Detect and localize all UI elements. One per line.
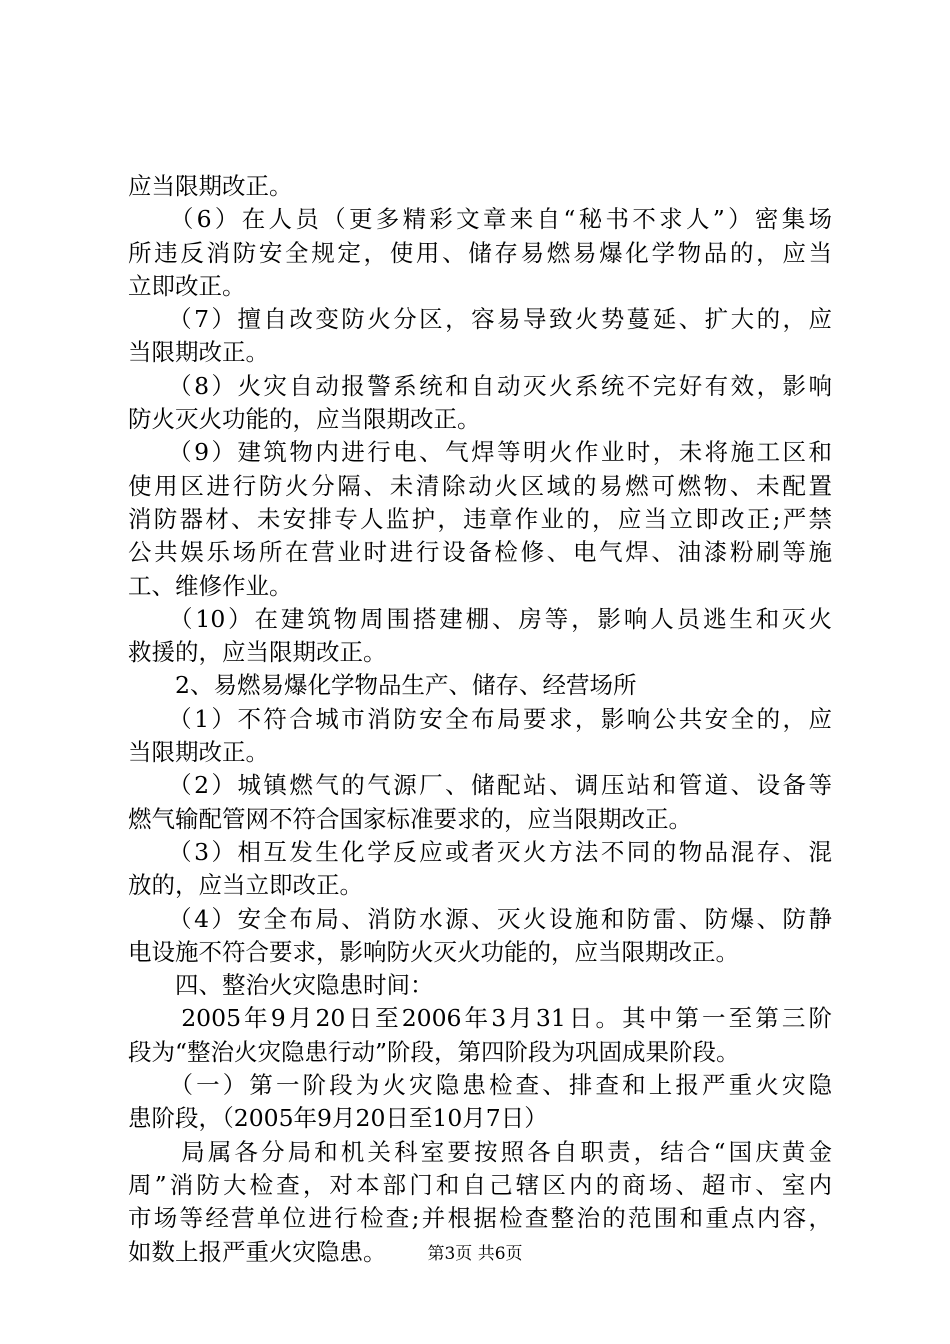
text-line: 立即改正。 (128, 271, 246, 300)
text-line: 段为“整治火灾隐患行动”阶段，第四阶段为巩固成果阶段。 (128, 1037, 740, 1066)
text-line: 2005年9月20日至2006年3月31日。其中第一至第三阶 (128, 1004, 832, 1033)
text-line: 周”消防大检查，对本部门和自己辖区内的商场、超市、室内 (128, 1170, 832, 1199)
text-line: 所违反消防安全规定，使用、储存易燃易爆化学物品的，应当 (128, 238, 832, 267)
text-line: 市场等经营单位进行检查;并根据检查整治的范围和重点内容， (128, 1204, 832, 1233)
text-line: 防火灭火功能的，应当限期改正。 (128, 405, 481, 434)
text-line: 电设施不符合要求，影响防火灭火功能的，应当限期改正。 (128, 937, 739, 966)
text-line: （8）火灾自动报警系统和自动灭火系统不完好有效，影响 (128, 371, 832, 400)
text-line: （4）安全布局、消防水源、灭火设施和防雷、防爆、防静 (128, 904, 832, 933)
text-line: 使用区进行防火分隔、未清除动火区域的易燃可燃物、未配置 (128, 471, 832, 500)
page-number-footer: 第3页 共6页 (427, 1244, 523, 1264)
text-line: 患阶段，（2005年9月20日至10月7日） (128, 1104, 548, 1133)
text-line: （6）在人员（更多精彩文章来自“秘书不求人”）密集场 (128, 205, 832, 234)
text-line: （7）擅自改变防火分区，容易导致火势蔓延、扩大的，应 (128, 305, 832, 334)
text-line: 当限期改正。 (128, 338, 269, 367)
text-line: 公共娱乐场所在营业时进行设备检修、电气焊、油漆粉刷等施 (128, 538, 832, 567)
text-line: （3）相互发生化学反应或者灭火方法不同的物品混存、混 (128, 837, 832, 866)
text-line: （9）建筑物内进行电、气焊等明火作业时，未将施工区和 (128, 438, 832, 467)
text-line: 放的，应当立即改正。 (128, 871, 363, 900)
text-line: 工、维修作业。 (128, 571, 293, 600)
text-line: （2）城镇燃气的气源厂、储配站、调压站和管道、设备等 (128, 771, 832, 800)
text-line: 局属各分局和机关科室要按照各自职责，结合“国庆黄金 (128, 1137, 832, 1166)
text-line: （1）不符合城市消防安全布局要求，影响公共安全的，应 (128, 704, 832, 733)
document-body (128, 170, 832, 1269)
text-line: 燃气输配管网不符合国家标准要求的，应当限期改正。 (128, 804, 692, 833)
text-line: 当限期改正。 (128, 738, 269, 767)
text-line: （一）第一阶段为火灾隐患检查、排查和上报严重火灾隐 (128, 1071, 832, 1100)
text-line: 四、整治火灾隐患时间： (128, 971, 434, 1000)
text-line: （10）在建筑物周围搭建棚、房等，影响人员逃生和灭火 (128, 604, 832, 633)
text-line: 如数上报严重火灾隐患。 (128, 1237, 387, 1266)
text-line: 消防器材、未安排专人监护，违章作业的，应当立即改正;严禁 (128, 504, 832, 533)
text-line: 2、易燃易爆化学物品生产、储存、经营场所 (128, 671, 637, 700)
text-line: 应当限期改正。 (128, 172, 293, 200)
text-line: 救援的，应当限期改正。 (128, 638, 387, 667)
